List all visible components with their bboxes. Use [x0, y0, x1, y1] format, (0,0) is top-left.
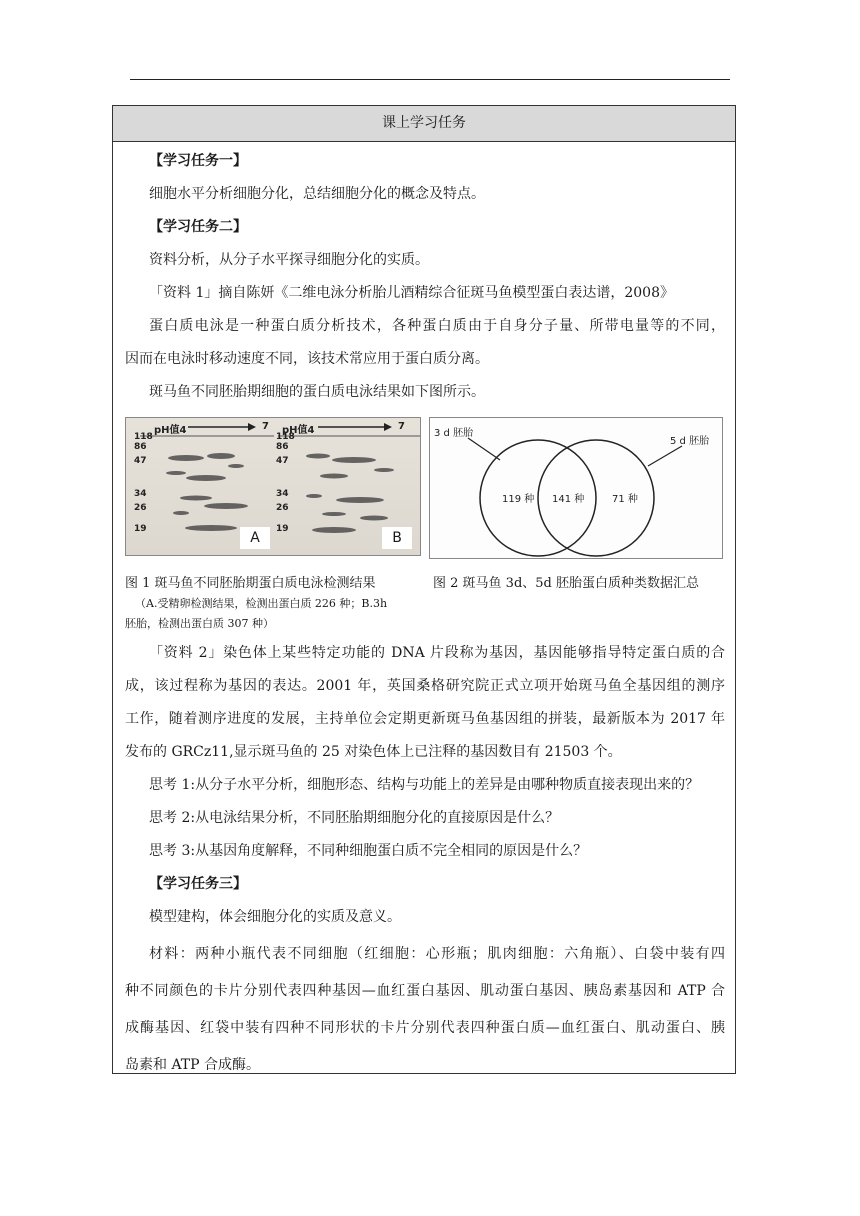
gel-b-ph-end: 7 [398, 421, 405, 432]
think2-question: 思考 2:从电泳结果分析，不同胚胎期细胞分化的直接原因是什么？ [149, 810, 560, 826]
material2-line1: 「资料 2」染色体上某些特定功能的 DNA 片段称为基因，基因能够指导特定蛋白质的合 [149, 645, 725, 661]
gel-a-mw-34: 34 [134, 489, 147, 499]
task1-title: 【学习任务一】 [149, 153, 247, 169]
table-header: 课上学习任务 [113, 106, 735, 142]
panel-a-label: A [240, 527, 270, 549]
material1-line2: 因而在电泳时移动速度不同，该技术常应用于蛋白质分离。 [125, 351, 489, 367]
task3-material-line1: 材料：两种小瓶代表不同细胞（红细胞：心形瓶；肌肉细胞：六角瓶）、白袋中装有四 [149, 946, 725, 962]
venn-label-5d: 5 d 胚胎 [670, 436, 710, 447]
gel-b-mw-86: 86 [276, 442, 289, 452]
panel-b-label: B [382, 527, 412, 549]
material2-line2: 成，该过程称为基因的表达。2001 年，英国桑格研究院正式立项开始斑马鱼全基因组的测序 [125, 678, 725, 694]
venn-label-3d: 3 d 胚胎 [434, 428, 474, 439]
gel-panel-a [126, 418, 274, 555]
task3-title: 【学习任务三】 [149, 876, 247, 892]
figure1-caption: 图 1 斑马鱼不同胚胎期蛋白质电泳检测结果 [125, 576, 376, 591]
figure1-subcaption-2: 胚胎，检测出蛋白质 307 种） [125, 617, 274, 630]
task2-title: 【学习任务二】 [149, 219, 247, 235]
gel-panel-b [274, 418, 420, 555]
gel-a-mw-86: 86 [134, 442, 147, 452]
venn-right-only: 71 种 [612, 494, 638, 505]
gel-b-mw-47: 47 [276, 456, 289, 466]
gel-a-mw-19: 19 [134, 524, 147, 534]
gel-a-mw-47: 47 [134, 456, 147, 466]
gel-b-mw-26: 26 [276, 503, 289, 513]
venn-left-only: 119 种 [502, 494, 535, 505]
task-table [112, 105, 736, 1074]
figure1-subcaption-1: （A.受精卵检测结果，检测出蛋白质 226 种；B.3h [135, 597, 388, 610]
task1-text: 细胞水平分析细胞分化，总结细胞分化的概念及特点。 [149, 186, 485, 202]
venn-figure [429, 417, 723, 559]
gel-b-mw-118: 118 [276, 432, 295, 442]
gel-b-ph-label: pH值4 [282, 425, 315, 436]
material1-figure-intro: 斑马鱼不同胚胎期细胞的蛋白质电泳结果如下图所示。 [149, 384, 485, 400]
gel-b-mw-19: 19 [276, 524, 289, 534]
header-rule [130, 79, 730, 80]
think3-question: 思考 3:从基因角度解释，不同种细胞蛋白质不完全相同的原因是什么？ [149, 843, 588, 859]
gel-a-ph-end: 7 [262, 421, 269, 432]
gel-a-mw-26: 26 [134, 503, 147, 513]
material1-title: 「资料 1」摘自陈妍《二维电泳分析胎儿酒精综合征斑马鱼模型蛋白表达谱，2008》 [149, 285, 674, 301]
venn-overlap: 141 种 [552, 494, 585, 505]
gel-b-mw-34: 34 [276, 489, 289, 499]
task2-intro: 资料分析，从分子水平探寻细胞分化的实质。 [149, 252, 429, 268]
venn-diagram [430, 418, 722, 558]
electrophoresis-figure [125, 417, 421, 556]
material1-line1: 蛋白质电泳是一种蛋白质分析技术，各种蛋白质由于自身分子量、所带电量等的不同， [149, 318, 725, 334]
task3-material-line3: 成酶基因、红袋中装有四种不同形状的卡片分别代表四种蛋白质—血红蛋白、肌动蛋白、胰 [125, 1020, 725, 1036]
task3-material-line4: 岛素和 ATP 合成酶。 [125, 1057, 261, 1073]
gel-a-mw-118: 118 [134, 432, 153, 442]
task3-intro: 模型建构，体会细胞分化的实质及意义。 [149, 909, 401, 925]
material2-line3: 工作，随着测序进度的发展，主持单位会定期更新斑马鱼基因组的拼装，最新版本为 2017 年 [125, 711, 725, 727]
think1-question: 思考 1:从分子水平分析，细胞形态、结构与功能上的差异是由哪种物质直接表现出来的？ [149, 777, 700, 793]
task3-material-line2: 种不同颜色的卡片分别代表四种基因—血红蛋白基因、肌动蛋白基因、胰岛素基因和 ATP 合 [125, 983, 725, 999]
gel-a-ph-label: pH值4 [154, 425, 187, 436]
material2-line4: 发布的 GRCz11,显示斑马鱼的 25 对染色体上已注释的基因数目有 21503 个。 [125, 744, 622, 760]
figure2-caption: 图 2 斑马鱼 3d、5d 胚胎蛋白质种类数据汇总 [433, 576, 699, 591]
